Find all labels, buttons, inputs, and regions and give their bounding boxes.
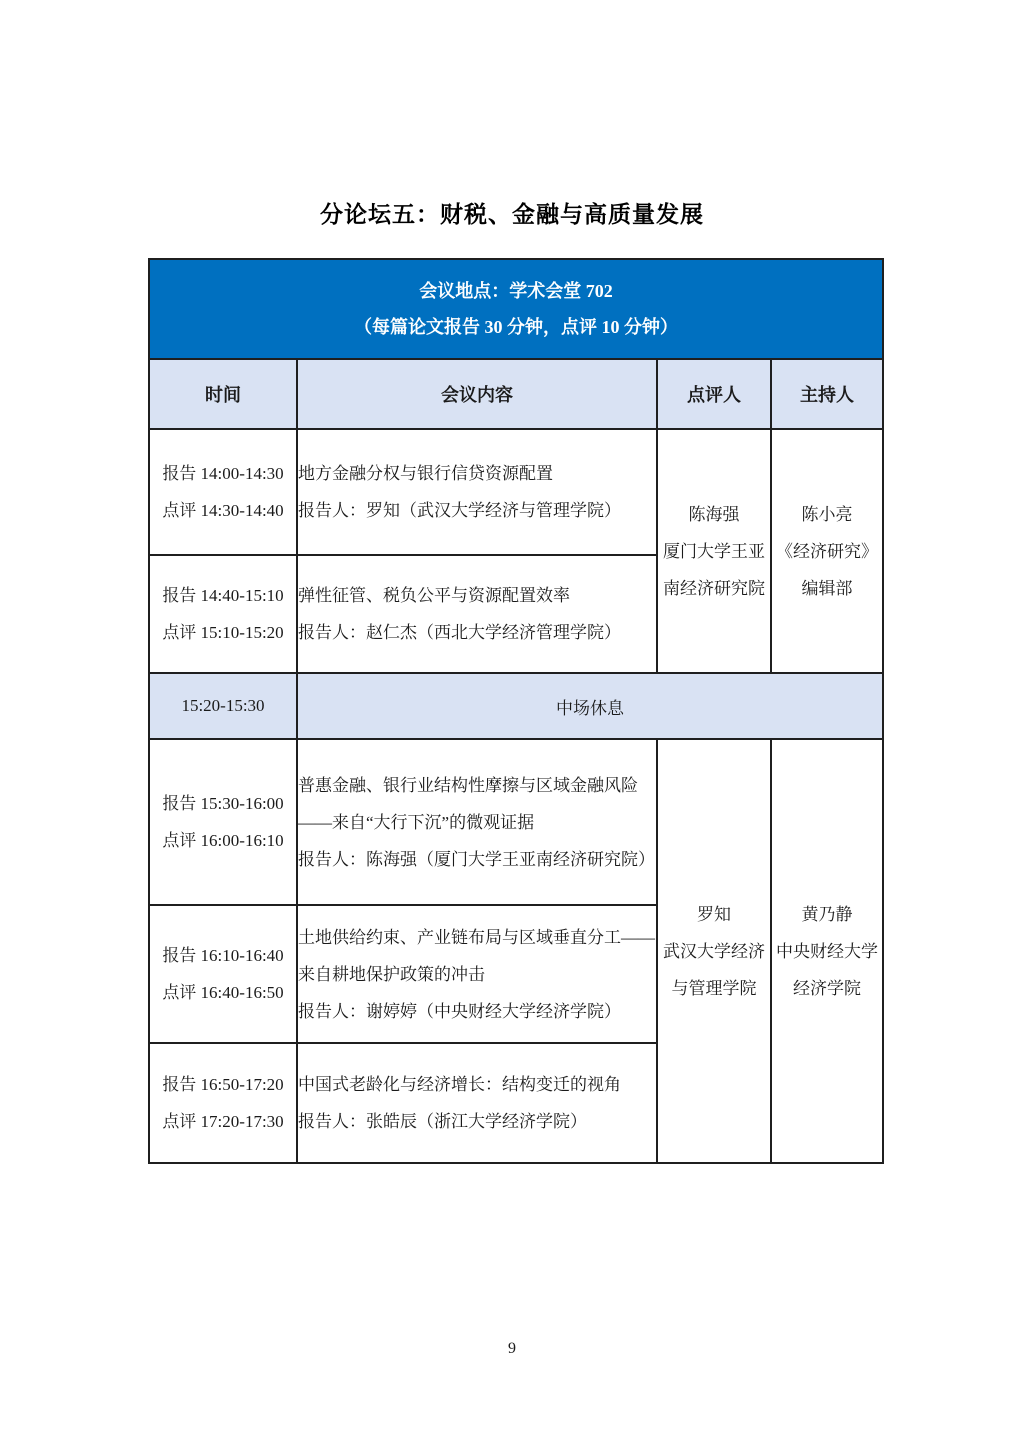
commentator-name: 陈海强 (688, 504, 740, 524)
review-time: 点评 16:40-16:50 (162, 983, 284, 1002)
content-cell (297, 1043, 657, 1163)
column-header-host: 主持人 (771, 359, 883, 429)
paper-title: 普惠金融、银行业结构性摩擦与区域金融风险——来自“大行下沉”的微观证据 (298, 775, 638, 832)
column-header-time: 时间 (149, 359, 297, 429)
time-cell (149, 905, 297, 1043)
banner-location: 会议地点：学术会堂 702 (419, 281, 613, 301)
column-header-commentator: 点评人 (657, 359, 771, 429)
page-title: 分论坛五：财税、金融与高质量发展 (320, 201, 704, 227)
content-cell (297, 555, 657, 673)
break-label-cell: 中场休息 (297, 673, 883, 739)
presenter: 报告人：罗知（武汉大学经济与管理学院） (298, 501, 621, 520)
commentator-cell (657, 429, 771, 673)
column-header-content: 会议内容 (297, 359, 657, 429)
host-name: 陈小亮 (801, 504, 853, 524)
presenter: 报告人：赵仁杰（西北大学经济管理学院） (298, 623, 621, 642)
report-time: 报告 16:10-16:40 (162, 946, 284, 965)
commentator-affiliation: 武汉大学经济与管理学院 (663, 941, 765, 998)
column-header-row (149, 359, 883, 429)
content-cell (297, 905, 657, 1043)
commentator-name: 罗知 (697, 904, 731, 924)
paper-title: 中国式老龄化与经济增长：结构变迁的视角 (298, 1075, 621, 1094)
paper-title: 土地供给约束、产业链布局与区域垂直分工——来自耕地保护政策的冲击 (298, 927, 655, 984)
host-affiliation: 《经济研究》编辑部 (776, 541, 878, 598)
review-time: 点评 17:20-17:30 (162, 1112, 284, 1131)
break-row (149, 673, 883, 739)
page-number: 9 (508, 1340, 516, 1357)
host-cell (771, 739, 883, 1163)
commentator-affiliation: 厦门大学王亚南经济研究院 (663, 541, 765, 598)
time-cell (149, 429, 297, 555)
table-row (149, 429, 883, 555)
presenter: 报告人：张皓辰（浙江大学经济学院） (298, 1112, 587, 1131)
content-cell (297, 429, 657, 555)
commentator-cell (657, 739, 771, 1163)
report-time: 报告 14:40-15:10 (162, 586, 284, 605)
review-time: 点评 15:10-15:20 (162, 623, 284, 642)
report-time: 报告 15:30-16:00 (162, 794, 284, 813)
report-time: 报告 16:50-17:20 (162, 1075, 284, 1094)
paper-title: 弹性征管、税负公平与资源配置效率 (298, 586, 570, 605)
program-table (148, 258, 884, 1164)
time-cell (149, 555, 297, 673)
paper-title: 地方金融分权与银行信贷资源配置 (298, 464, 553, 483)
break-time-cell: 15:20-15:30 (149, 673, 297, 739)
banner-cell (149, 259, 883, 359)
host-affiliation: 中央财经大学经济学院 (776, 941, 878, 998)
host-name: 黄乃静 (801, 904, 853, 924)
table-row (149, 739, 883, 905)
review-time: 点评 16:00-16:10 (162, 831, 284, 850)
banner-note: （每篇论文报告 30 分钟，点评 10 分钟） (354, 317, 678, 337)
time-cell (149, 739, 297, 905)
content-cell (297, 739, 657, 905)
banner-row (149, 259, 883, 359)
time-cell (149, 1043, 297, 1163)
presenter: 报告人：谢婷婷（中央财经大学经济学院） (298, 1001, 621, 1021)
presenter: 报告人：陈海强（厦门大学王亚南经济研究院） (298, 849, 655, 869)
report-time: 报告 14:00-14:30 (162, 464, 284, 483)
host-cell (771, 429, 883, 673)
review-time: 点评 14:30-14:40 (162, 501, 284, 520)
